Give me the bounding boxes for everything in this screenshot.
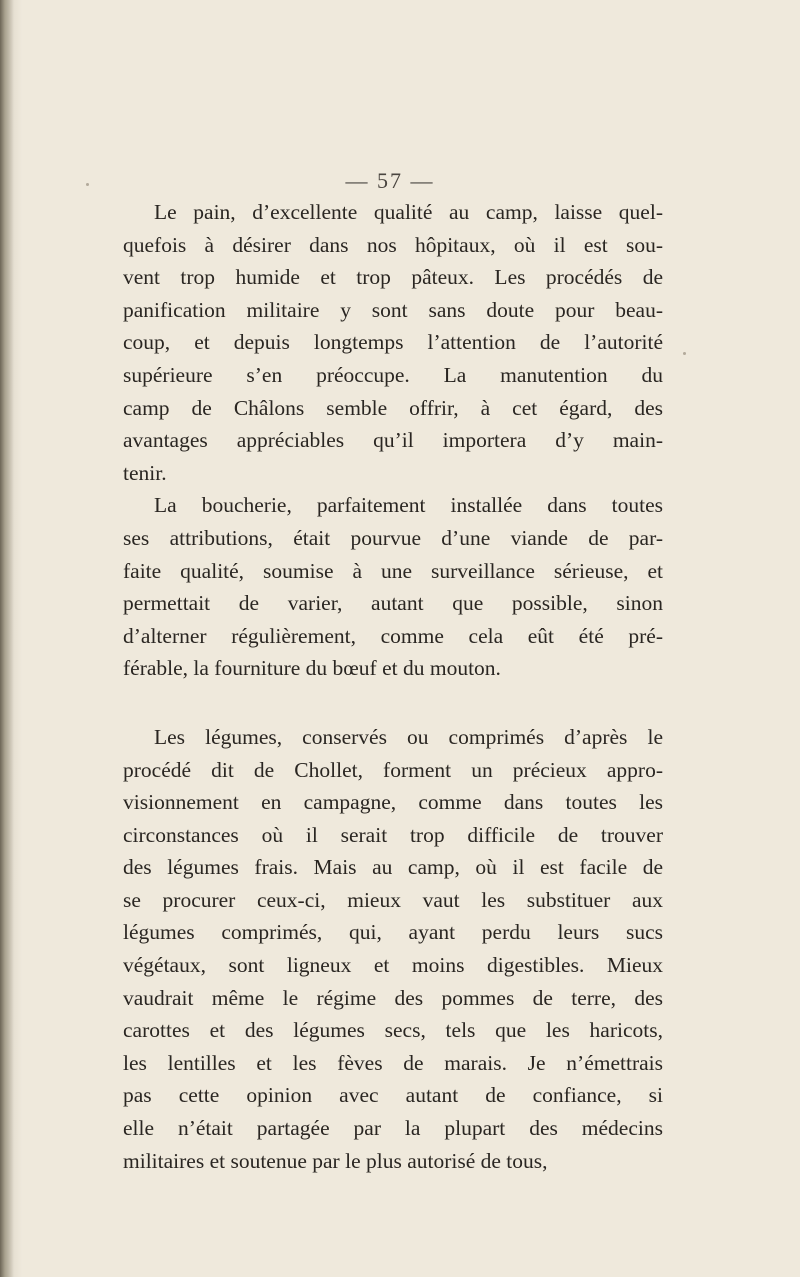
text-line: Les légumes, conservés ou comprimés d’après le (154, 724, 663, 749)
text-line: La boucherie, parfaitement installée dans toutes (154, 493, 663, 518)
paper-speck (683, 352, 686, 355)
paragraph-3 (123, 721, 663, 1177)
text-line: coup, et depuis longtemps l’attention de l’autorité (123, 330, 663, 355)
page-spine-shadow (0, 0, 14, 1277)
paper-speck (86, 183, 89, 186)
text-line: supérieure s’en préoccupe. La manutention du (123, 362, 663, 387)
text-line: camp de Châlons semble offrir, à cet égard, des (123, 395, 663, 420)
text-line: se procurer ceux-ci, mieux vaut les substituer aux (123, 887, 663, 912)
text-line: permettait de varier, autant que possible, sinon (123, 591, 663, 616)
text-line: visionnement en campagne, comme dans toutes les (123, 790, 663, 815)
paragraph-2 (123, 489, 663, 685)
text-line: Le pain, d’excellente qualité au camp, laisse quel- (154, 200, 663, 224)
text-line: procédé dit de Chollet, forment un précieux appro- (123, 757, 663, 782)
paragraph-1 (123, 196, 663, 489)
text-line: pas cette opinion avec autant de confiance, si (123, 1083, 663, 1108)
text-line: militaires et soutenue par le plus autorisé de tous, (123, 1148, 548, 1173)
paragraph-gap (123, 685, 663, 721)
text-line: ses attributions, était pourvue d’une viande de par- (123, 525, 663, 550)
text-line: tenir. (123, 460, 167, 485)
text-line: faite qualité, soumise à une surveillance sérieuse, et (123, 558, 663, 583)
text-line: carottes et des légumes secs, tels que les haricots, (123, 1018, 663, 1043)
text-line: panification militaire y sont sans doute pour beau- (123, 297, 663, 322)
text-line: d’alterner régulièrement, comme cela eût été pré- (123, 623, 663, 648)
text-line: circonstances où il serait trop difficile de trouver (123, 822, 663, 847)
page-number: — 57 — (345, 168, 435, 193)
text-line: quefois à désirer dans nos hôpitaux, où il est sou- (123, 232, 663, 257)
text-line: elle n’était partagée par la plupart des médecins (123, 1116, 663, 1141)
body-text (123, 196, 663, 1177)
text-line: des légumes frais. Mais au camp, où il est facile de (123, 855, 663, 880)
text-line: avantages appréciables qu’il importera d’y main- (123, 428, 663, 453)
text-line: férable, la fourniture du bœuf et du mouton. (123, 656, 501, 681)
text-line: végétaux, sont ligneux et moins digestibles. Mieux (123, 953, 663, 978)
text-line: légumes comprimés, qui, ayant perdu leurs sucs (123, 920, 663, 945)
text-line: vent trop humide et trop pâteux. Les procédés de (123, 265, 663, 290)
text-line: les lentilles et les fèves de marais. Je n’émettrais (123, 1050, 663, 1075)
text-line: vaudrait même le régime des pommes de terre, des (123, 985, 663, 1010)
